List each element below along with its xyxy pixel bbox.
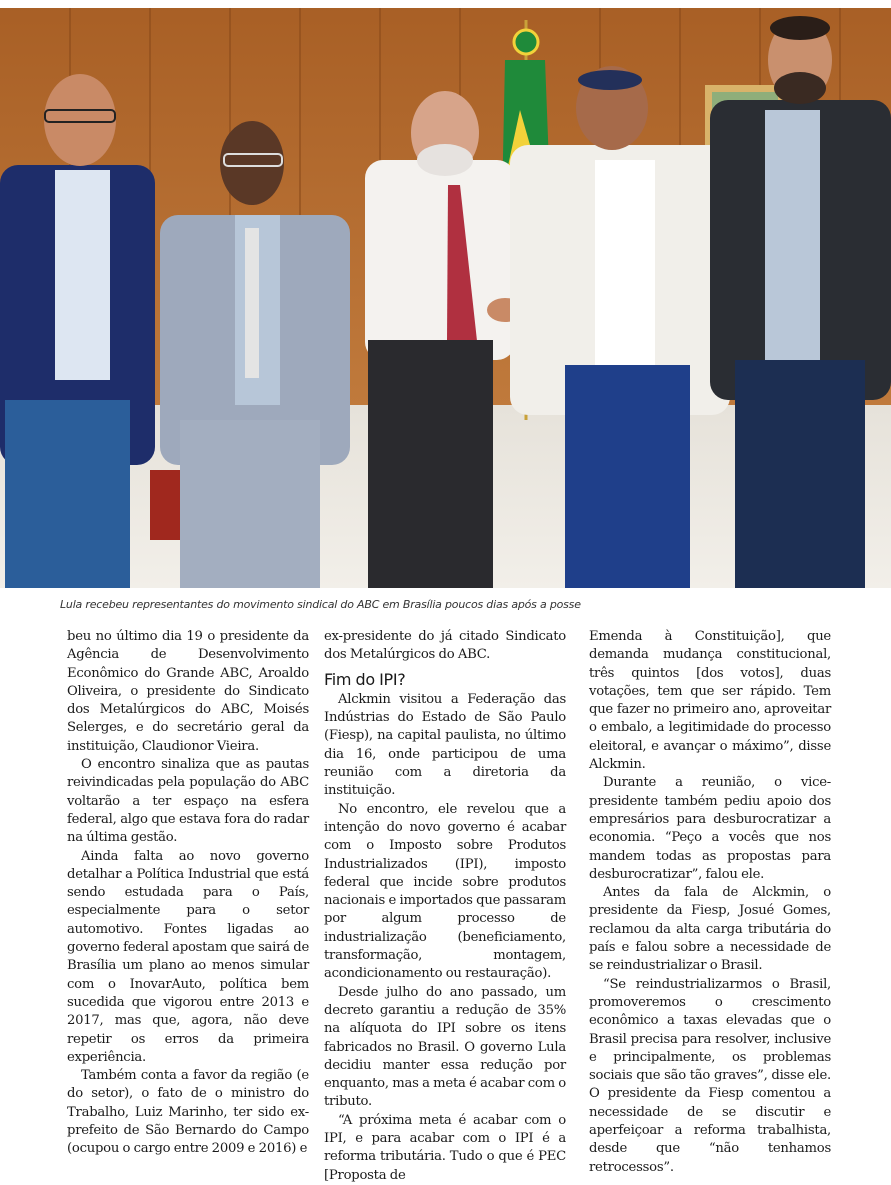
group-photo [0,0,891,588]
paragraph: Antes da fala de Alckmin, o presidente da Fiesp, Josué Gomes, reclamou da alta carga tributária do país e falou sobre a necessidade de se reindustrializar o Brasil. [589,885,831,974]
paragraph: Emenda à Constituição], que demanda mudança constitucional, três quintos [dos votos], duas votações, tem que ser rápido. Tem que fazer no primeiro ano, aproveitar o embalo, a legitimidade do processo eleitoral, e avançar o máximo”, disse Alckmin. [589,629,831,773]
paragraph: Também conta a favor da região (e do setor), o fato de o ministro do Trabalho, Luiz Marinho, ter sido ex-prefeito de São Bernardo do Campo (ocupou o cargo entre 2009 e 2016) e [67,1068,309,1157]
group-photo-illustration [0,0,891,588]
paragraph: Desde julho do ano passado, um decreto garantiu a redução de 35% na alíquota do IPI sobre os itens fabricados no Brasil. O governo Lula decidiu manter essa redução por enquanto, mas a meta é acabar com o tributo. [324,984,566,1110]
paragraph: ex-presidente do já citado Sindicato dos Metalúrgicos do ABC. [324,629,566,663]
paragraph: Ainda falta ao novo governo detalhar a Política Industrial que está sendo estudada para o País, especialmente para o setor automotivo. Fontes ligadas ao governo federal apostam que sairá de Brasília um plano ao menos simular com o InovarAuto, política bem sucedida que vigorou entre 2013 e 2017, mas que, agora, não deve repetir os erros da primeira experiência. [67,848,309,1065]
paragraph: Alckmin visitou a Federação das Indústrias do Estado de São Paulo (Fiesp), na capital paulista, no último dia 16, onde participou de uma reunião com a diretoria da instituição. [324,691,566,799]
section-heading: Fim do IPI? [324,669,406,689]
paragraph: “A próxima meta é acabar com o IPI, e para acabar com o IPI é a reforma tributária. Tudo o que é PEC [Proposta de [324,1112,566,1183]
article-column-1 [67,628,309,1159]
paragraph: beu no último dia 19 o presidente da Agência de Desenvolvimento Econômico do Grande ABC, Aroaldo Oliveira, o presidente do Sindicato dos Metalúrgicos do ABC, Moisés Selerges, e do secretário geral da instituição, Claudionor Vieira. [67,629,309,754]
paragraph: “Se reindustrializarmos o Brasil, promoveremos o crescimento econômico a taxas elevadas que o Brasil precisa para resolver, inclusive e principalmente, os problemas sociais que são tão graves”, disse ele. O presidente da Fiesp comentou a necessidade de se discutir e aperfeiçoar a reforma trabalhista, desde que “não tenhamos retrocessos”. [589,976,831,1175]
article-body [60,628,832,1183]
paragraph: No encontro, ele revelou que a intenção do novo governo é acabar com o Imposto sobre Produtos Industrializados (IPI), imposto federal que incide sobre produtos nacionais e importados que passaram por algum processo de industrialização (beneficiamento, transformação, montagem, acondicionamento ou restauração). [324,801,566,982]
article-column-3 [589,628,831,1177]
paragraph: O encontro sinaliza que as pautas reivindicadas pela população do ABC voltarão a ter espaço na esfera federal, algo que estava fora do radar na última gestão. [67,757,309,846]
photo-caption: Lula recebeu representantes do movimento sindical do ABC em Brasília poucos dias após a posse [60,598,581,611]
article-column-2 [324,628,566,1185]
paragraph: Durante a reunião, o vice-presidente também pediu apoio dos empresários para desburocratizar a economia. “Peço a vocês que nos mandem todas as propostas para desburocratizar”, falou ele. [589,775,831,882]
